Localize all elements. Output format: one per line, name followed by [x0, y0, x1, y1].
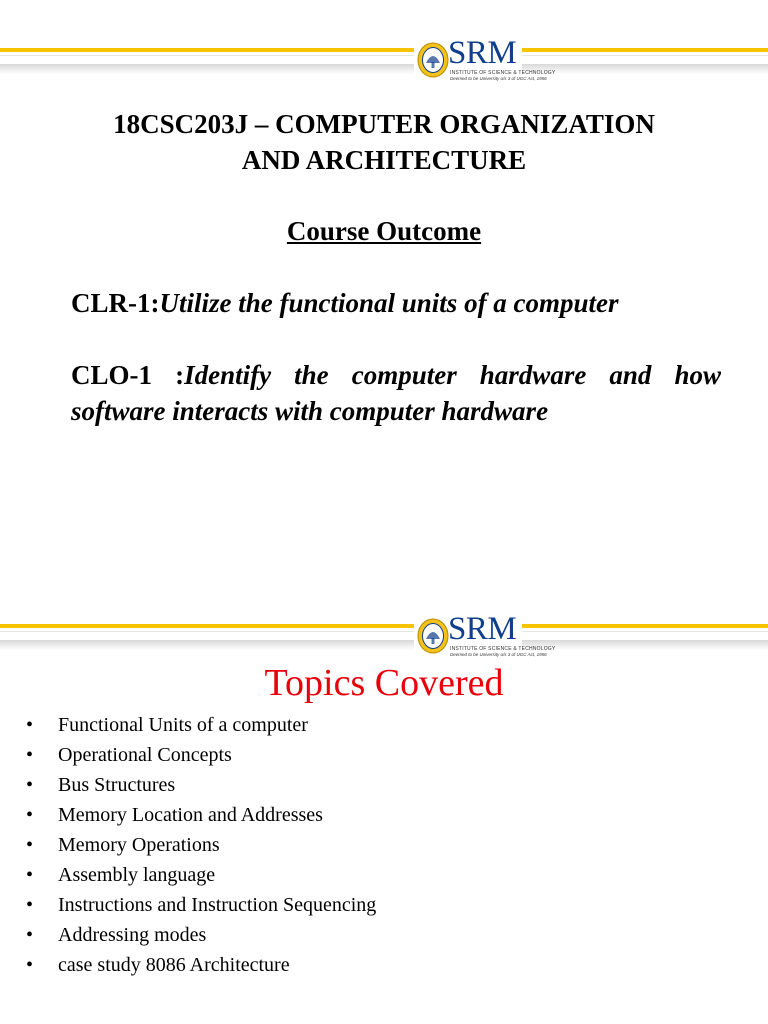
logo-subtagline: Deemed to be University u/s 3 of UGC Act, 1956 [450, 76, 547, 81]
clr-statement [71, 285, 731, 321]
logo-subtagline: Deemed to be University u/s 3 of UGC Act, 1956 [450, 652, 547, 657]
course-outcome-heading: Course Outcome [286, 216, 482, 246]
topic-text: Assembly language [58, 864, 216, 886]
list-item [26, 740, 376, 770]
list-item [26, 950, 376, 980]
srm-logo [414, 35, 556, 84]
bullet-icon: • [26, 954, 34, 976]
logo-wordmark: SRM [448, 35, 517, 71]
list-item [26, 770, 376, 800]
list-item [26, 890, 376, 920]
header-band [0, 624, 768, 664]
list-item [26, 830, 376, 860]
srm-logo [414, 611, 556, 660]
list-item [26, 860, 376, 890]
topic-text: Bus Structures [58, 774, 176, 796]
bullet-icon: • [26, 744, 34, 766]
clo-label: CLO-1 : [71, 360, 185, 390]
header-shadow [0, 640, 768, 650]
header-shadow [0, 64, 768, 74]
topics-covered-title: Topics Covered [264, 662, 504, 704]
logo-wordmark: SRM [448, 611, 517, 647]
logo-tagline: INSTITUTE OF SCIENCE & TECHNOLOGY [450, 646, 556, 652]
header-yellow-stripe [0, 624, 768, 628]
course-title-line-1: 18CSC203J – COMPUTER ORGANIZATION [113, 109, 655, 139]
bullet-icon: • [26, 924, 34, 946]
topics-list [26, 710, 376, 980]
topic-text: Operational Concepts [58, 744, 232, 766]
topic-text: Memory Location and Addresses [58, 804, 323, 826]
course-title [60, 106, 708, 178]
course-title-line-2: AND ARCHITECTURE [241, 145, 527, 175]
clo-text: Identify the computer hardware and how software interacts with computer hardware [71, 360, 722, 426]
clo-statement [71, 357, 721, 429]
topic-text: case study 8086 Architecture [58, 954, 290, 976]
list-item [26, 800, 376, 830]
list-item [26, 710, 376, 740]
topic-text: Instructions and Instruction Sequencing [58, 894, 377, 916]
srm-emblem-icon [416, 40, 450, 80]
clr-label: CLR-1: [71, 288, 160, 318]
header-divider [0, 631, 768, 632]
header-band [0, 48, 768, 88]
bullet-icon: • [26, 774, 34, 796]
topic-text: Memory Operations [58, 834, 220, 856]
bullet-icon: • [26, 864, 34, 886]
header-yellow-stripe [0, 48, 768, 52]
header-divider [0, 55, 768, 56]
list-item [26, 920, 376, 950]
srm-emblem-icon [416, 616, 450, 656]
topic-text: Addressing modes [58, 924, 207, 946]
bullet-icon: • [26, 714, 34, 736]
bullet-icon: • [26, 834, 34, 856]
logo-tagline: INSTITUTE OF SCIENCE & TECHNOLOGY [450, 70, 556, 76]
topic-text: Functional Units of a computer [58, 714, 308, 736]
bullet-icon: • [26, 894, 34, 916]
clr-text: Utilize the functional units of a computer [159, 288, 619, 318]
bullet-icon: • [26, 804, 34, 826]
